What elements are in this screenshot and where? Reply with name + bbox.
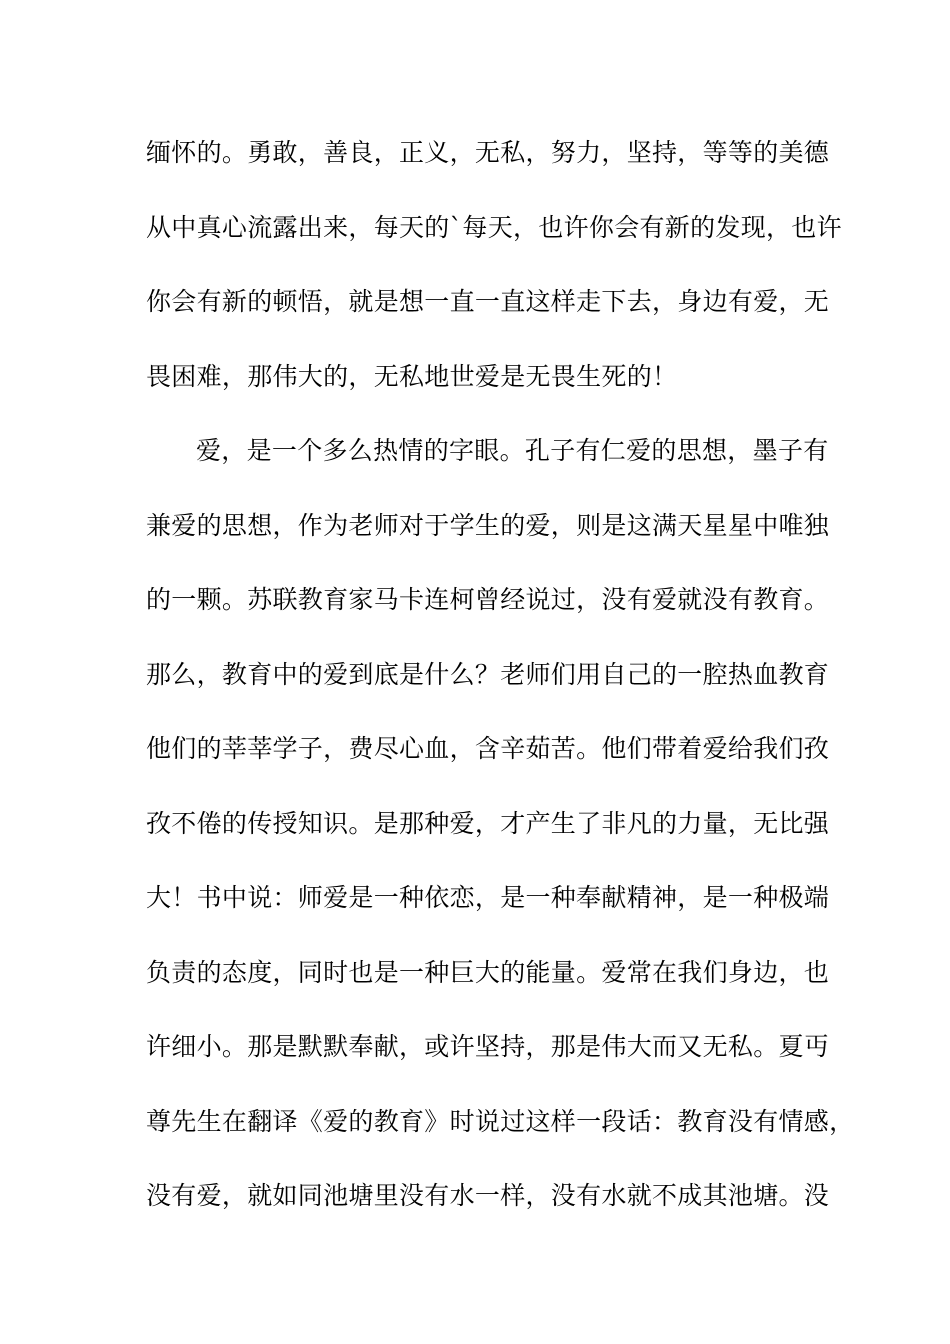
text-line: 缅怀的。勇敢，善良，正义，无私，努力，坚持，等等的美德 <box>146 138 830 167</box>
text-line: 畏困难，那伟大的，无私地世爱是无畏生死的！ <box>146 361 678 391</box>
text-line: 没有爱，就如同池塘里没有水一样，没有水就不成其池塘。没 <box>146 1181 830 1210</box>
text-line: 尊先生在翻译《爱的教育》时说过这样一段话：教育没有情感， <box>146 1106 855 1136</box>
text-line: 他们的莘莘学子，费尽心血，含辛茹苦。他们带着爱给我们孜 <box>146 734 830 763</box>
text-line: 负责的态度，同时也是一种巨大的能量。爱常在我们身边，也 <box>146 957 830 987</box>
text-line: 的一颗。苏联教育家马卡连柯曾经说过，没有爱就没有教育。 <box>146 585 830 614</box>
text-line: 大！书中说：师爱是一种依恋，是一种奉献精神，是一种极端 <box>146 883 830 912</box>
text-line: 那么，教育中的爱到底是什么？老师们用自己的一腔热血教育 <box>146 659 830 689</box>
text-line: 许细小。那是默默奉献，或许坚持，那是伟大而又无私。夏丏 <box>146 1032 830 1061</box>
text-line: 孜不倦的传授知识。是那种爱，才产生了非凡的力量，无比强 <box>146 808 830 838</box>
paragraph-start-line: 爱，是一个多么热情的字眼。孔子有仁爱的思想，墨子有 <box>196 436 829 465</box>
text-line: 兼爱的思想，作为老师对于学生的爱，则是这满天星星中唯独 <box>146 510 830 540</box>
text-line: 从中真心流露出来，每天的`每天，也许你会有新的发现，也许 <box>146 212 842 242</box>
text-line: 你会有新的顿悟，就是想一直一直这样走下去，身边有爱，无 <box>146 287 830 316</box>
body-text <box>146 130 855 1248</box>
